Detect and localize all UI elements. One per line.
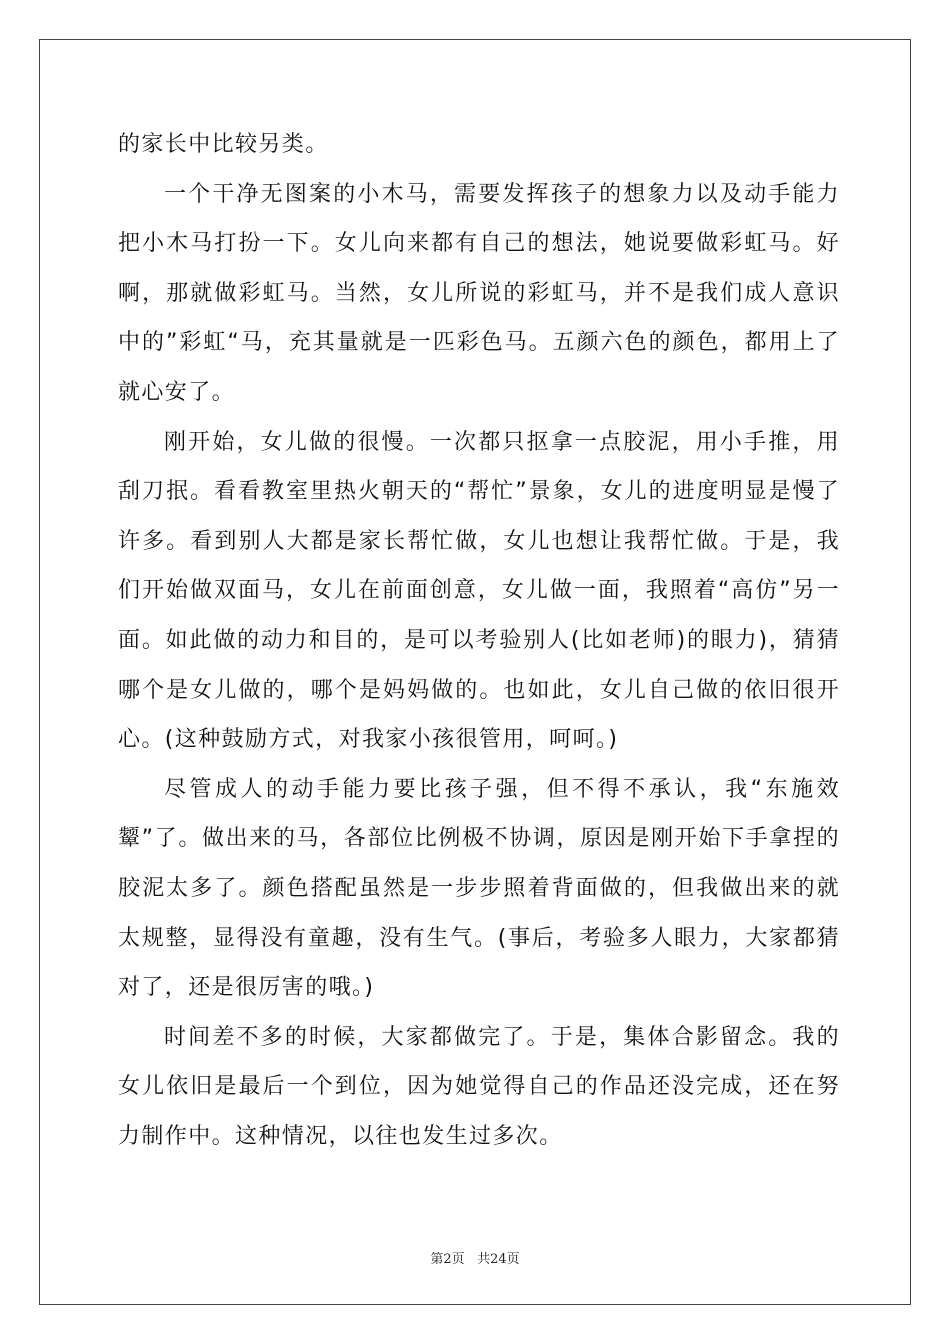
page-total: 共24页	[477, 1252, 520, 1267]
paragraph: 一个干净无图案的小木马，需要发挥孩子的想象力以及动手能力把小木马打扮一下。女儿向来都有自己的想法，她说要做彩虹马。好啊，那就做彩虹马。当然，女儿所说的彩虹马，并不是我们成人意识中的”彩虹“马，充其量就是一匹彩色马。五颜六色的颜色，都用上了就心安了。	[118, 181, 840, 405]
paragraph: 尽管成人的动手能力要比孩子强，但不得不承认，我“东施效颦”了。做出来的马，各部位比例极不协调，原因是刚开始下手拿捏的胶泥太多了。颜色搭配虽然是一步步照着背面做的，但我做出来的就太规整，显得没有童趣，没有生气。(事后，考验多人眼力，大家都猜对了，还是很厉害的哦。)	[118, 776, 840, 1001]
page-footer	[0, 1248, 950, 1267]
page-number: 第2页	[430, 1252, 465, 1267]
paragraph: 时间差不多的时候，大家都做完了。于是，集体合影留念。我的女儿依旧是最后一个到位，因为她觉得自己的作品还没完成，还在努力制作中。这种情况，以往也发生过多次。	[118, 1024, 840, 1149]
paragraph: 刚开始，女儿做的很慢。一次都只抠拿一点胶泥，用小手推，用刮刀抿。看看教室里热火朝天的“帮忙”景象，女儿的进度明显是慢了许多。看到别人大都是家长帮忙做，女儿也想让我帮忙做。于是，我们开始做双面马，女儿在前面创意，女儿做一面，我照着“高仿”另一面。如此做的动力和目的，是可以考验别人(比如老师)的眼力)，猜猜哪个是女儿做的，哪个是妈妈做的。也如此，女儿自己做的依旧很开心。(这种鼓励方式，对我家小孩很管用，呵呵。)	[118, 429, 840, 753]
document-body	[118, 120, 840, 1161]
paragraph-continuation: 的家长中比较另类。	[118, 132, 329, 157]
